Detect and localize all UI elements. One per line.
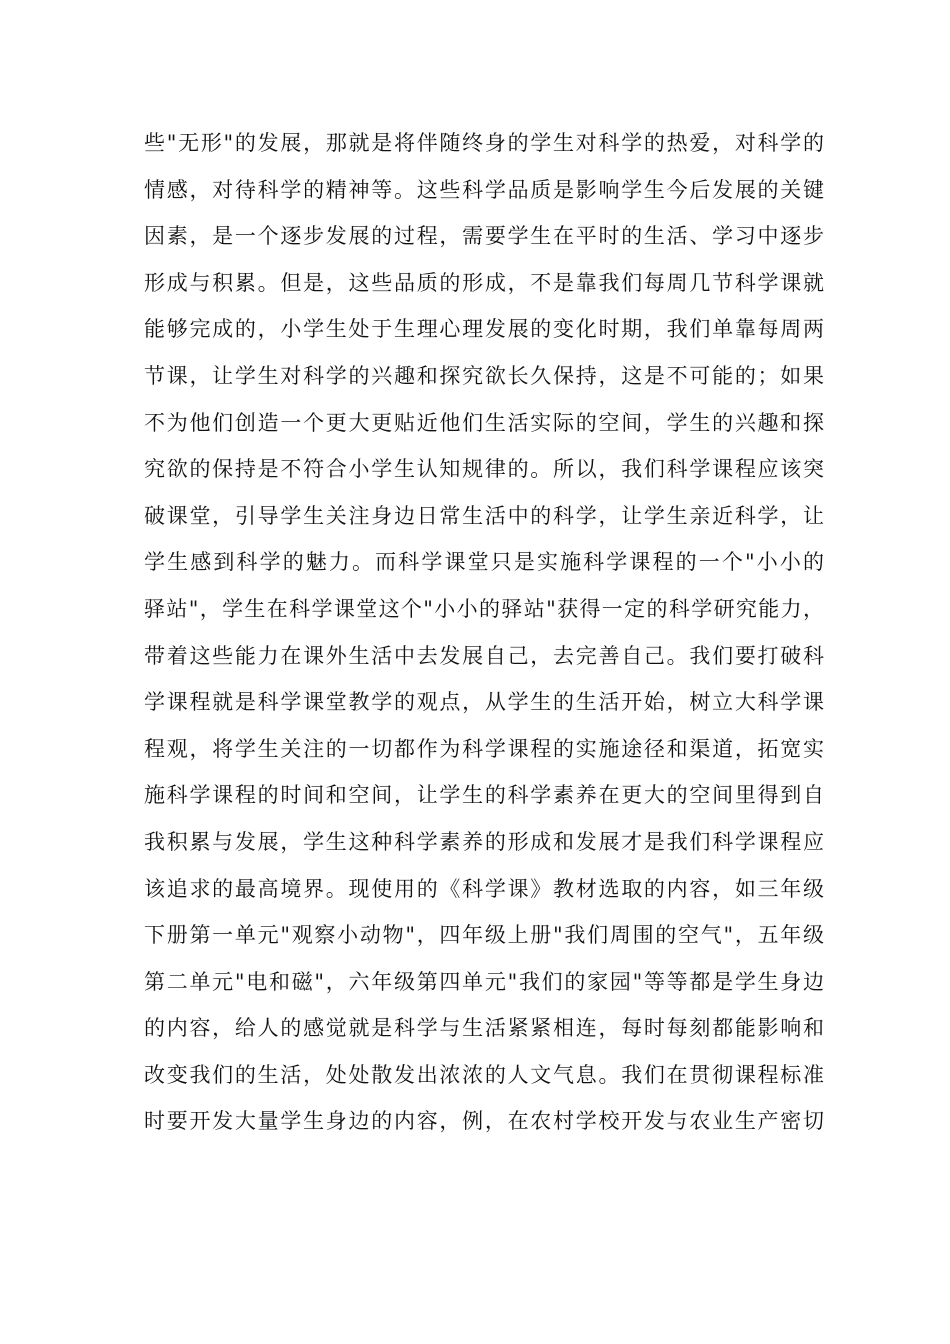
text-line: 改变我们的生活，处处散发出浓浓的人文气息。我们在贯彻课程标准 — [144, 1062, 824, 1087]
text-line: 施科学课程的时间和空间，让学生的科学素养在更大的空间里得到自 — [144, 783, 824, 808]
text-line: 学课程就是科学课堂教学的观点，从学生的生活开始，树立大科学课 — [144, 690, 824, 715]
text-line: 情感，对待科学的精神等。这些科学品质是影响学生今后发展的关键 — [144, 177, 824, 202]
text-line: 该追求的最高境界。现使用的《科学课》教材选取的内容，如三年级 — [144, 876, 824, 901]
text-line: 下册第一单元"观察小动物"，四年级上册"我们周围的空气"，五年级 — [144, 923, 824, 948]
text-line: 形成与积累。但是，这些品质的形成，不是靠我们每周几节科学课就 — [144, 270, 824, 295]
text-line: 程观，将学生关注的一切都作为科学课程的实施途径和渠道，拓宽实 — [144, 736, 824, 761]
text-line: 第二单元"电和磁"，六年级第四单元"我们的家园"等等都是学生身边 — [144, 969, 824, 994]
text-line: 驿站"，学生在科学课堂这个"小小的驿站"获得一定的科学研究能力， — [144, 596, 824, 621]
text-line: 学生感到科学的魅力。而科学课堂只是实施科学课程的一个"小小的 — [144, 550, 824, 575]
text-line: 不为他们创造一个更大更贴近他们生活实际的空间，学生的兴趣和探 — [144, 410, 824, 435]
text-line: 因素，是一个逐步发展的过程，需要学生在平时的生活、学习中逐步 — [144, 224, 824, 249]
text-line: 些"无形"的发展，那就是将伴随终身的学生对科学的热爱，对科学的 — [144, 131, 824, 155]
text-line: 究欲的保持是不符合小学生认知规律的。所以，我们科学课程应该突 — [144, 457, 824, 482]
body-text — [144, 120, 824, 1145]
text-line: 节课，让学生对科学的兴趣和探究欲长久保持，这是不可能的；如果 — [144, 363, 824, 388]
text-line: 带着这些能力在课外生活中去发展自己，去完善自己。我们要打破科 — [144, 643, 824, 668]
text-line: 破课堂，引导学生关注身边日常生活中的科学，让学生亲近科学，让 — [144, 503, 824, 528]
text-line: 能够完成的，小学生处于生理心理发展的变化时期，我们单靠每周两 — [144, 317, 824, 342]
text-line: 时要开发大量学生身边的内容，例，在农村学校开发与农业生产密切 — [144, 1109, 824, 1134]
text-line: 的内容，给人的感觉就是科学与生活紧紧相连，每时每刻都能影响和 — [144, 1016, 824, 1041]
text-line: 我积累与发展，学生这种科学素养的形成和发展才是我们科学课程应 — [144, 829, 824, 854]
